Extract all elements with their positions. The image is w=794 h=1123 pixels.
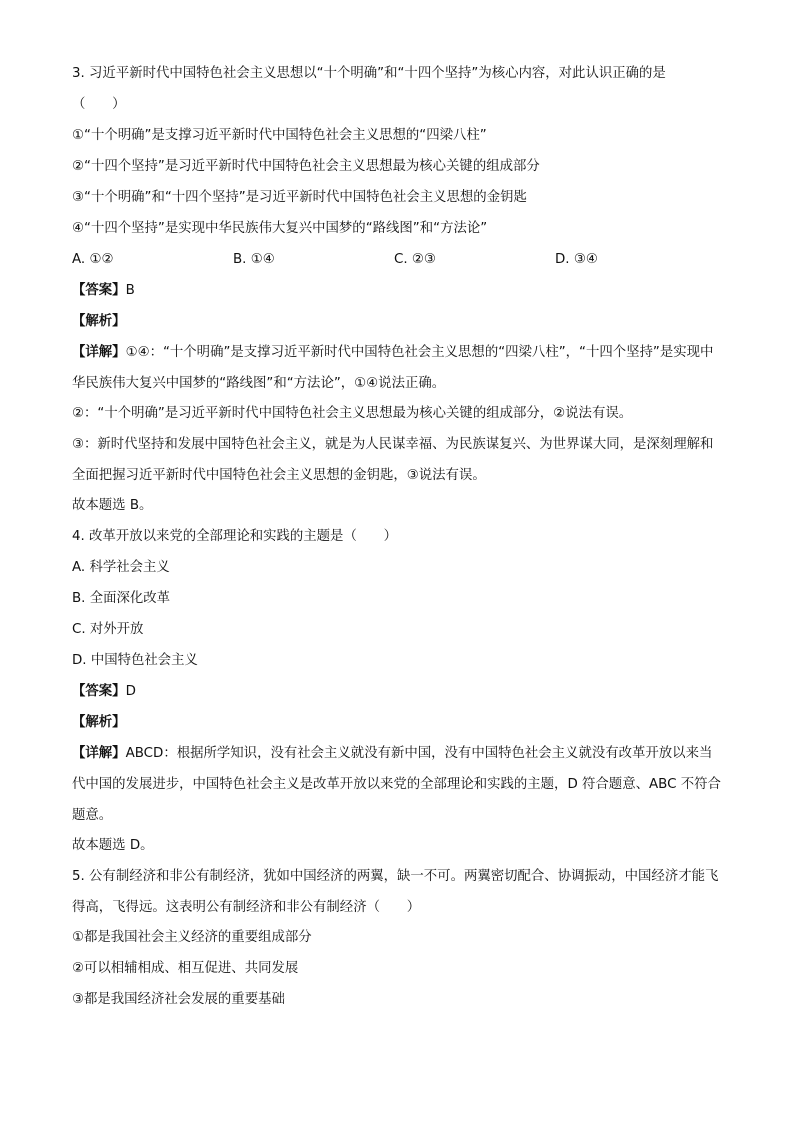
q3-item-4: ④“十四个坚持”是实现中华民族伟大复兴中国梦的“路线图”和“方法论” [72,221,488,236]
detail-tag: 【详解】 [72,746,126,761]
q3-stem-line1: 3. 习近平新时代中国特色社会主义思想以“十个明确”和“十四个坚持”为核心内容，对此认识正确的是 [72,66,666,81]
q4-option-d: D. 中国特色社会主义 [72,653,198,668]
q4-option-b: B. 全面深化改革 [72,591,171,606]
detail-text: ABCD：根据所学知识，没有社会主义就没有新中国，没有中国特色社会主义就没有改革开放以来当代中国的发展进步，中国特色社会主义是改革开放以来党的全部理论和实践的主题，D 符合题意、ABC 不符合题意。 [72,746,721,823]
q3-item-2: ②“十四个坚持”是习近平新时代中国特色社会主义思想最为核心关键的组成部分 [72,159,540,174]
q3-item-3: ③“十个明确”和“十四个坚持”是习近平新时代中国特色社会主义思想的金钥匙 [72,190,527,205]
answer-value: D [125,684,136,699]
q3-options [72,250,722,270]
q5-item-3: ③都是我国经济社会发展的重要基础 [72,992,285,1007]
q5-item-1: ①都是我国社会主义经济的重要组成部分 [72,930,312,945]
q5-item-2: ②可以相辅相成、相互促进、共同发展 [72,961,299,976]
answer-tag: 【答案】 [72,684,126,699]
q5-stem: 5. 公有制经济和非公有制经济，犹如中国经济的两翼，缺一不可。两翼密切配合、协调振动，中国经济才能飞得高，飞得远。这表明公有制经济和非公有制经济（ ） [72,869,719,915]
q3-option-c: C. ②③ [394,252,436,267]
q3-option-a: A. ①② [72,252,114,267]
q4-option-a: A. 科学社会主义 [72,560,170,575]
detail-text: ①④：“十个明确”是支撑习近平新时代中国特色社会主义思想的“四梁八柱”，“十四个坚持”是实现中华民族伟大复兴中国梦的“路线图”和“方法论”，①④说法正确。 [72,345,714,391]
q3-conclusion: 故本题选 B。 [72,498,153,513]
q3-option-b: B. ①④ [233,252,275,267]
q4-detail [72,738,722,831]
analysis-tag: 【解析】 [72,715,126,730]
detail-tag: 【详解】 [72,345,126,360]
answer-tag: 【答案】 [72,283,126,298]
q4-conclusion: 故本题选 D。 [72,838,154,853]
q3-detail-2: ②：“十个明确”是习近平新时代中国特色社会主义思想最为核心关键的组成部分，②说法有误。 [72,406,633,421]
analysis-tag: 【解析】 [72,314,126,329]
document-page [72,64,722,1021]
q3-analysis [72,312,722,332]
answer-value: B [125,283,135,298]
q4-stem: 4. 改革开放以来党的全部理论和实践的主题是（ ） [72,529,398,544]
q3-detail-3: ③：新时代坚持和发展中国特色社会主义，就是为人民谋幸福、为民族谋复兴、为世界谋大同，是深刻理解和全面把握习近平新时代中国特色社会主义思想的金钥匙，③说法有误。 [72,437,714,483]
q3-item-1: ①“十个明确”是支撑习近平新时代中国特色社会主义思想的“四梁八柱” [72,128,487,143]
q4-answer [72,682,722,702]
q3-option-d: D. ③④ [555,252,598,267]
q4-option-c: C. 对外开放 [72,622,144,637]
q3-detail-1 [72,337,722,399]
q4-analysis [72,713,722,733]
q3-stem-line2: （ ） [72,97,126,112]
q3-answer [72,281,722,301]
